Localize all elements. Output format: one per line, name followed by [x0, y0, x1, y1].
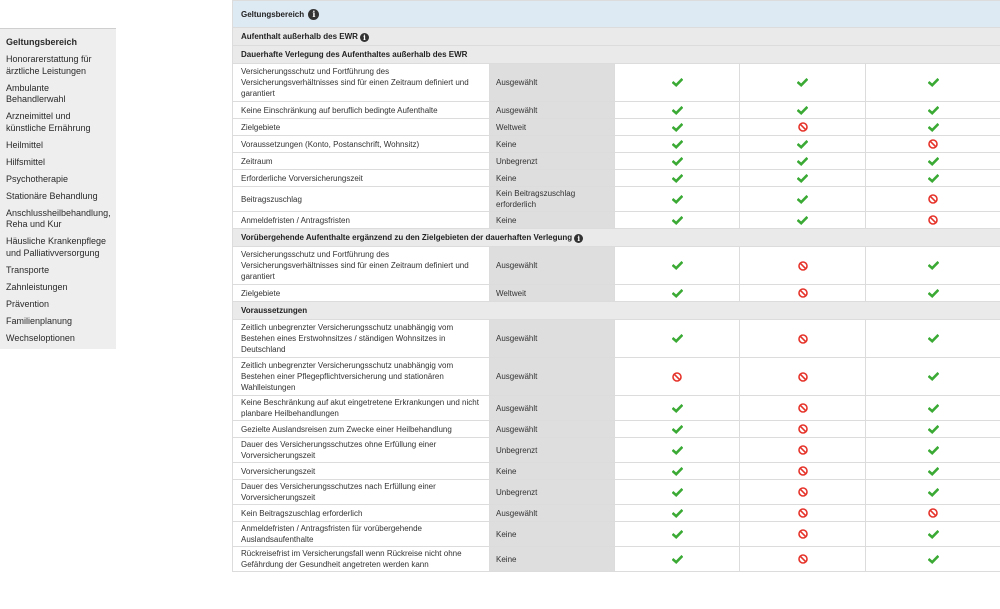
check-icon	[928, 372, 939, 381]
tariff-result-cell	[615, 187, 740, 212]
criterion-value: Ausgewählt	[490, 64, 615, 102]
check-icon	[928, 334, 939, 343]
check-icon	[672, 467, 683, 476]
tariff-result-cell	[615, 285, 740, 302]
criterion-label: Anmeldefristen / Antragsfristen	[233, 212, 490, 229]
sidebar-item[interactable]: Familienplanung	[6, 315, 73, 326]
sidebar-item[interactable]: Ambulante Behandlerwahl	[6, 82, 66, 104]
check-icon	[672, 488, 683, 497]
tariff-result-cell	[866, 438, 1000, 463]
table-row	[233, 438, 1000, 463]
criterion-value: Unbegrenzt	[490, 438, 615, 463]
sidebar-item[interactable]: Zahnleistungen	[6, 281, 68, 292]
ban-icon	[798, 404, 808, 413]
criterion-label: Gezielte Auslandsreisen zum Zwecke einer Heilbehandlung	[233, 421, 490, 438]
criterion-value: Kein Beitragszuschlag erforderlich	[490, 187, 615, 212]
tariff-result-cell	[615, 247, 740, 285]
tariff-result-cell	[740, 285, 866, 302]
check-icon	[928, 78, 939, 87]
check-icon	[672, 106, 683, 115]
sidebar-item[interactable]: Anschlussheilbehandlung, Reha und Kur	[6, 207, 111, 229]
tariff-result-cell	[615, 358, 740, 396]
table-row	[233, 187, 1000, 212]
check-icon	[928, 425, 939, 434]
section-title: Dauerhafte Verlegung des Aufenthaltes außerhalb des EWR	[241, 50, 468, 59]
check-icon	[928, 555, 939, 564]
info-icon[interactable]: i	[360, 33, 369, 42]
sidebar-nav	[0, 28, 116, 349]
tariff-result-cell	[866, 64, 1000, 102]
check-icon	[928, 467, 939, 476]
tariff-result-cell	[615, 153, 740, 170]
tariff-result-cell	[740, 212, 866, 229]
section-header-cell	[233, 28, 1000, 46]
check-icon	[672, 446, 683, 455]
tariff-result-cell	[615, 136, 740, 153]
comparison-table	[232, 0, 1000, 572]
tariff-result-cell	[866, 463, 1000, 480]
tariff-result-cell	[740, 247, 866, 285]
criterion-value: Weltweit	[490, 285, 615, 302]
sidebar-item[interactable]: Arzneimittel und künstliche Ernährung	[6, 111, 91, 133]
tariff-result-cell	[866, 480, 1000, 505]
tariff-result-cell	[740, 396, 866, 421]
sidebar-item[interactable]: Heilmittel	[6, 139, 44, 150]
table-row	[233, 480, 1000, 505]
tariff-result-cell	[615, 64, 740, 102]
sidebar-item[interactable]: Häusliche Krankenpflege und Palliativversorgung	[6, 236, 107, 258]
check-icon	[672, 140, 683, 149]
ban-icon	[798, 509, 808, 518]
criterion-value: Ausgewählt	[490, 396, 615, 421]
check-icon	[672, 174, 683, 183]
tariff-result-cell	[740, 119, 866, 136]
tariff-result-cell	[866, 136, 1000, 153]
tariff-result-cell	[740, 102, 866, 119]
criterion-label: Versicherungsschutz und Fortführung des Versicherungsverhältnisses sind für einen Zeitraum definiert und garantiert	[233, 247, 490, 285]
check-icon	[672, 78, 683, 87]
ban-icon	[798, 446, 808, 455]
tariff-result-cell	[615, 119, 740, 136]
ban-icon	[798, 123, 808, 132]
check-icon	[672, 195, 683, 204]
criterion-label: Rückreisefrist im Versicherungsfall wenn Rückreise nicht ohne Gefährdung der Gesundheit angetreten werden kann	[233, 547, 490, 572]
section-header-row	[233, 28, 1000, 46]
tariff-result-cell	[740, 136, 866, 153]
criterion-label: Zielgebiete	[233, 285, 490, 302]
tariff-result-cell	[615, 102, 740, 119]
criterion-value: Keine	[490, 522, 615, 547]
tariff-result-cell	[740, 547, 866, 572]
criterion-label: Zeitraum	[233, 153, 490, 170]
tariff-result-cell	[740, 64, 866, 102]
tariff-result-cell	[615, 547, 740, 572]
tariff-result-cell	[740, 358, 866, 396]
section-header-row	[233, 46, 1000, 64]
ban-icon	[798, 261, 808, 270]
tariff-result-cell	[615, 396, 740, 421]
table-row	[233, 463, 1000, 480]
tariff-result-cell	[615, 320, 740, 358]
tariff-result-cell	[740, 438, 866, 463]
tariff-result-cell	[866, 285, 1000, 302]
check-icon	[672, 261, 683, 270]
tariff-result-cell	[866, 187, 1000, 212]
ban-icon	[798, 425, 808, 434]
check-icon	[797, 140, 808, 149]
check-icon	[672, 509, 683, 518]
criterion-value: Weltweit	[490, 119, 615, 136]
criterion-label: Keine Einschränkung auf beruflich bedingte Aufenthalte	[233, 102, 490, 119]
tariff-result-cell	[740, 320, 866, 358]
section-title: Vorübergehende Aufenthalte ergänzend zu den Zielgebieten der dauerhaften Verlegung	[241, 233, 573, 242]
sidebar-item[interactable]: Psychotherapie	[6, 173, 69, 184]
table-title-row	[233, 1, 1000, 28]
info-icon[interactable]: i	[308, 9, 319, 20]
ban-icon	[798, 488, 808, 497]
criterion-label: Keine Beschränkung auf akut eingetretene Erkrankungen und nicht planbare Heilbehandlungen	[233, 396, 490, 421]
section-title: Voraussetzungen	[241, 306, 308, 315]
table-row	[233, 136, 1000, 153]
tariff-result-cell	[866, 212, 1000, 229]
tariff-result-cell	[866, 547, 1000, 572]
criterion-value: Keine	[490, 547, 615, 572]
criterion-label: Zeitlich unbegrenzter Versicherungsschutz unabhängig vom Bestehen eines Erstwohnsitzes / ständigen Wohnsitzes in Deutschland	[233, 320, 490, 358]
tariff-result-cell	[740, 522, 866, 547]
check-icon	[928, 174, 939, 183]
tariff-result-cell	[740, 153, 866, 170]
section-header-cell	[233, 46, 1000, 64]
check-icon	[672, 425, 683, 434]
tariff-result-cell	[740, 187, 866, 212]
check-icon	[928, 157, 939, 166]
check-icon	[672, 157, 683, 166]
tariff-result-cell	[615, 212, 740, 229]
tariff-result-cell	[866, 505, 1000, 522]
table-row	[233, 358, 1000, 396]
tariff-result-cell	[866, 320, 1000, 358]
table-row	[233, 170, 1000, 187]
tariff-result-cell	[866, 119, 1000, 136]
check-icon	[797, 216, 808, 225]
tariff-result-cell	[615, 505, 740, 522]
table-row	[233, 396, 1000, 421]
criterion-label: Dauer des Versicherungsschutzes nach Erfüllung einer Vorversicherungszeit	[233, 480, 490, 505]
tariff-result-cell	[866, 396, 1000, 421]
ban-icon	[928, 509, 938, 518]
criterion-label: Dauer des Versicherungsschutzes ohne Erfüllung einer Vorversicherungszeit	[233, 438, 490, 463]
table-row	[233, 102, 1000, 119]
tariff-result-cell	[740, 463, 866, 480]
tariff-result-cell	[615, 421, 740, 438]
ban-icon	[798, 334, 808, 343]
table-row	[233, 320, 1000, 358]
criterion-value: Keine	[490, 136, 615, 153]
coverage-comparison	[232, 0, 1000, 572]
ban-icon	[798, 555, 808, 564]
check-icon	[928, 289, 939, 298]
criterion-value: Ausgewählt	[490, 247, 615, 285]
sidebar-item[interactable]: Geltungsbereich	[6, 37, 78, 47]
tariff-result-cell	[615, 170, 740, 187]
ban-icon	[798, 467, 808, 476]
tariff-result-cell	[615, 438, 740, 463]
check-icon	[928, 404, 939, 413]
tariff-result-cell	[740, 505, 866, 522]
info-icon[interactable]: i	[574, 234, 583, 243]
check-icon	[928, 530, 939, 539]
sidebar-item[interactable]: Honorarerstattung für ärztliche Leistungen	[6, 54, 92, 76]
check-icon	[928, 261, 939, 270]
check-icon	[672, 216, 683, 225]
check-icon	[928, 446, 939, 455]
tariff-result-cell	[866, 247, 1000, 285]
criterion-label: Vorversicherungszeit	[233, 463, 490, 480]
criterion-value: Ausgewählt	[490, 102, 615, 119]
check-icon	[672, 404, 683, 413]
criterion-label: Versicherungsschutz und Fortführung des Versicherungsverhältnisses sind für einen Zeitraum definiert und garantiert	[233, 64, 490, 102]
tariff-result-cell	[866, 102, 1000, 119]
ban-icon	[928, 140, 938, 149]
ban-icon	[928, 195, 938, 204]
table-row	[233, 119, 1000, 136]
sidebar-item[interactable]: Stationäre Behandlung	[6, 190, 98, 201]
criterion-label: Zeitlich unbegrenzter Versicherungsschutz unabhängig vom Bestehen einer Pflegepflichtversicherung und stationären Wahlleistungen	[233, 358, 490, 396]
tariff-result-cell	[866, 153, 1000, 170]
table-row	[233, 421, 1000, 438]
ban-icon	[928, 216, 938, 225]
table-row	[233, 505, 1000, 522]
section-header-cell	[233, 302, 1000, 320]
criterion-value: Ausgewählt	[490, 505, 615, 522]
tariff-result-cell	[740, 480, 866, 505]
table-row	[233, 153, 1000, 170]
tariff-result-cell	[615, 463, 740, 480]
tariff-result-cell	[866, 522, 1000, 547]
criterion-label: Anmeldefristen / Antragsfristen für vorübergehende Auslandsaufenthalte	[233, 522, 490, 547]
criterion-label: Zielgebiete	[233, 119, 490, 136]
section-header-row	[233, 229, 1000, 247]
check-icon	[672, 530, 683, 539]
check-icon	[672, 555, 683, 564]
check-icon	[672, 123, 683, 132]
tariff-result-cell	[866, 170, 1000, 187]
section-header-cell	[233, 229, 1000, 247]
sidebar-item[interactable]: Hilfsmittel	[6, 156, 46, 167]
criterion-value: Keine	[490, 212, 615, 229]
table-row	[233, 547, 1000, 572]
criterion-value: Keine	[490, 170, 615, 187]
criterion-value: Unbegrenzt	[490, 153, 615, 170]
sidebar-item[interactable]: Prävention	[6, 298, 50, 309]
criterion-label: Erforderliche Vorversicherungszeit	[233, 170, 490, 187]
tariff-result-cell	[866, 421, 1000, 438]
criterion-label: Beitragszuschlag	[233, 187, 490, 212]
ban-icon	[798, 289, 808, 298]
criterion-value: Ausgewählt	[490, 320, 615, 358]
check-icon	[797, 106, 808, 115]
tariff-result-cell	[740, 170, 866, 187]
table-row	[233, 64, 1000, 102]
section-title: Aufenthalt außerhalb des EWR	[241, 32, 358, 41]
tariff-result-cell	[615, 522, 740, 547]
check-icon	[928, 123, 939, 132]
check-icon	[797, 78, 808, 87]
table-row	[233, 285, 1000, 302]
sidebar-item[interactable]: Wechseloptionen	[6, 332, 75, 343]
section-header-row	[233, 302, 1000, 320]
criterion-label: Voraussetzungen (Konto, Postanschrift, Wohnsitz)	[233, 136, 490, 153]
check-icon	[797, 157, 808, 166]
check-icon	[797, 174, 808, 183]
ban-icon	[798, 530, 808, 539]
ban-icon	[672, 372, 682, 381]
criterion-value: Ausgewählt	[490, 358, 615, 396]
check-icon	[672, 289, 683, 298]
check-icon	[672, 334, 683, 343]
table-row	[233, 247, 1000, 285]
criterion-value: Ausgewählt	[490, 421, 615, 438]
tariff-result-cell	[740, 421, 866, 438]
tariff-result-cell	[866, 358, 1000, 396]
table-row	[233, 212, 1000, 229]
check-icon	[928, 106, 939, 115]
table-row	[233, 522, 1000, 547]
page-title: Geltungsbereich	[241, 9, 305, 19]
criterion-label: Kein Beitragszuschlag erforderlich	[233, 505, 490, 522]
sidebar-item[interactable]: Transporte	[6, 264, 50, 275]
check-icon	[928, 488, 939, 497]
ban-icon	[798, 372, 808, 381]
table-title-cell	[233, 1, 1000, 28]
check-icon	[797, 195, 808, 204]
criterion-value: Keine	[490, 463, 615, 480]
tariff-result-cell	[615, 480, 740, 505]
criterion-value: Unbegrenzt	[490, 480, 615, 505]
